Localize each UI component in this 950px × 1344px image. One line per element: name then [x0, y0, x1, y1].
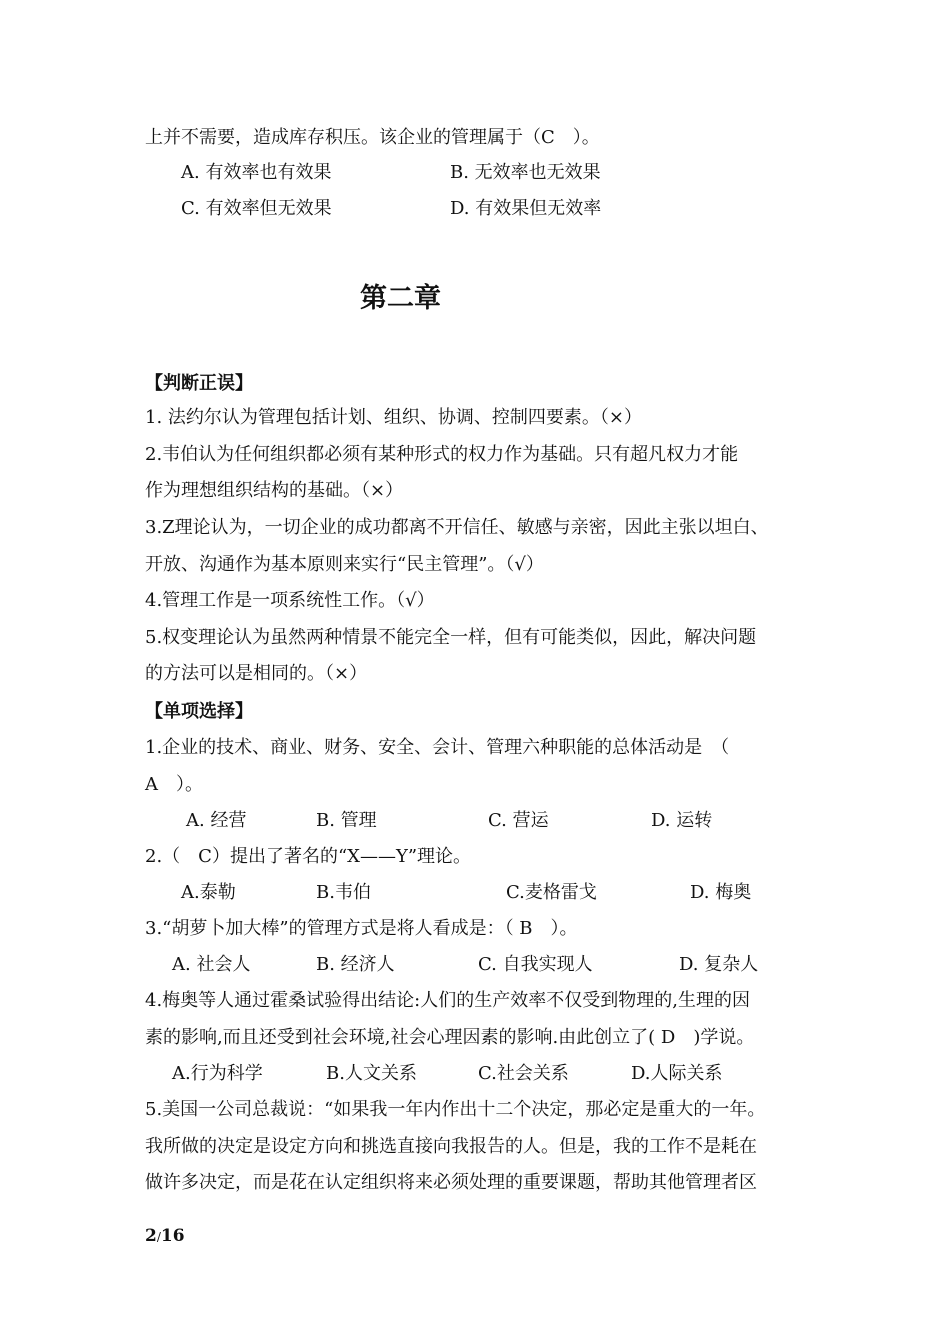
judge-line-6: 4.管理工作是一项系统性工作。（√） [145, 590, 435, 611]
judge-line-3: 作为理想组织结构的基础。（×） [145, 480, 404, 501]
q4-stem-line-2: 素的影响,而且还受到社会环境,社会心理因素的影响.由此创立了( D )学说。 [145, 1027, 755, 1048]
q1-stem-line-2: A ）。 [145, 774, 203, 795]
chapter-title: 第二章 [360, 283, 441, 314]
q1-option-a: A. 经营 [186, 810, 247, 831]
q0-option-b: B. 无效率也无效果 [450, 162, 601, 183]
q2-option-d: D. 梅奥 [690, 882, 752, 903]
q4-option-a: A.行为科学 [172, 1063, 263, 1084]
q0-option-d: D. 有效果但无效率 [450, 198, 602, 219]
q1-option-c: C. 营运 [488, 810, 549, 831]
page-number [145, 1226, 185, 1246]
q4-stem-line-1: 4.梅奥等人通过霍桑试验得出结论:人们的生产效率不仅受到物理的,生理的因 [145, 990, 750, 1011]
q1-option-b: B. 管理 [316, 810, 377, 831]
q5-stem-line-1: 5.美国一公司总裁说：“如果我一年内作出十二个决定，那必定是重大的一年。 [145, 1099, 766, 1120]
q2-option-a: A.泰勒 [181, 882, 236, 903]
q2-option-b: B.韦伯 [316, 882, 371, 903]
q3-option-a: A. 社会人 [172, 954, 251, 975]
judge-line-8: 的方法可以是相同的。（×） [145, 663, 368, 684]
page-current: 2 [145, 1226, 157, 1246]
q4-option-b: B.人文关系 [326, 1063, 417, 1084]
q5-stem-line-3: 做许多决定，而是花在认定组织将来必须处理的重要课题，帮助其他管理者区 [145, 1172, 757, 1193]
q4-option-d: D.人际关系 [631, 1063, 723, 1084]
q1-option-d: D. 运转 [651, 810, 713, 831]
page-total: 16 [160, 1226, 185, 1246]
q2-stem: 2.（ C）提出了著名的“X——Y”理论。 [145, 846, 472, 867]
judge-line-4: 3.Z理论认为，一切企业的成功都离不开信任、敏感与亲密，因此主张以坦白、 [145, 517, 769, 538]
single-section-header: 【单项选择】 [145, 701, 253, 722]
judge-line-2: 2.韦伯认为任何组织都必须有某种形式的权力作为基础。只有超凡权力才能 [145, 444, 739, 465]
page-separator: / [156, 1230, 161, 1244]
judge-line-7: 5.权变理论认为虽然两种情景不能完全一样，但有可能类似，因此，解决问题 [145, 627, 757, 648]
q1-stem-line-1: 1.企业的技术、商业、财务、安全、会计、管理六种职能的总体活动是 （ [145, 737, 730, 758]
q0-stem-tail: 上并不需要，造成库存积压。该企业的管理属于（C ）。 [145, 127, 600, 148]
judge-line-1: 1. 法约尔认为管理包括计划、组织、协调、控制四要素。（×） [145, 407, 642, 428]
q5-stem-line-2: 我所做的决定是设定方向和挑选直接向我报告的人。但是，我的工作不是耗在 [145, 1136, 757, 1157]
q0-option-a: A. 有效率也有效果 [181, 162, 332, 183]
q3-option-d: D. 复杂人 [679, 954, 759, 975]
q3-option-c: C. 自我实现人 [478, 954, 593, 975]
q3-option-b: B. 经济人 [316, 954, 395, 975]
q0-option-c: C. 有效率但无效果 [181, 198, 332, 219]
q3-stem: 3.“胡萝卜加大棒”的管理方式是将人看成是：（ B ）。 [145, 918, 578, 939]
judge-section-header: 【判断正误】 [145, 373, 253, 394]
q2-option-c: C.麦格雷戈 [506, 882, 597, 903]
judge-line-5: 开放、沟通作为基本原则来实行“民主管理”。（√） [145, 554, 544, 575]
q4-option-c: C.社会关系 [478, 1063, 569, 1084]
